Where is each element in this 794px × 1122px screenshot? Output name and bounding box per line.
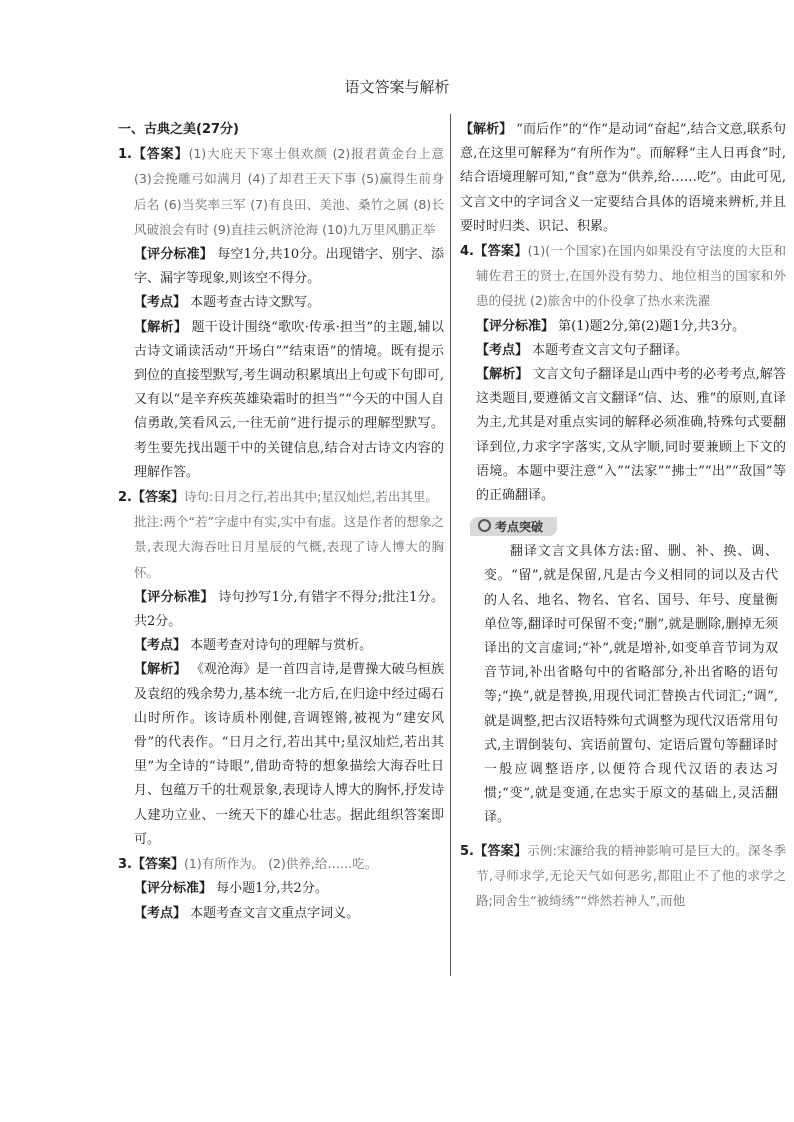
answer-text: (1)大庇天下寒士俱欢颜 (2)报君黄金台上意 (3)会挽雕弓如满月 (4)了却君王天下事 (5)赢得生前身后名 (6)当奖率三军 (7)有良田、美池、桑竹之属 (8)长风破浪会有时 (9)直挂云帆济沧海 (10)九万里风鹏正举 [134, 146, 444, 237]
analysis-text: 题干设计围绕“歌吹·传承·担当”的主题,辅以古诗文诵读活动“开场白”“结束语”的情境。既有提示到位的直接型默写,考生调动积累填出上句或下句即可,又有以“是辛弃疾英雄染霜时的担当”“今天的中国人自信勇敢,笑看风云,一往无前”进行提示的理解型默写。考生要先找出题干中的关键信息,结合对古诗文内容的理解作答。 [134, 319, 444, 480]
score-text: 每空1分,共10分。出现错字、别字、添字、漏字等现象,则该空不得分。 [134, 247, 444, 287]
score-tag: 【评分标准】 [134, 589, 214, 605]
answer-tag: 【答案】 [473, 244, 528, 260]
score-text: 第(1)题2分,第(2)题1分,共3分。 [558, 318, 746, 334]
question-number: 5. [460, 843, 474, 859]
column-divider [450, 114, 451, 976]
point-text: 本题考查文言文重点字词义。 [190, 905, 360, 921]
annotation-text: 批注:两个“若”字虚中有实,实中有虚。这是作者的想象之景,表现大海吞吐日月星辰的气概,表现了诗人博大的胸怀。 [134, 514, 444, 580]
answer-text: (1)(一个国家)在国内如果没有守法度的大臣和辅佐君王的贤士,在国外没有势力、地位相当的国家和外患的侵扰 (2)旅舍中的仆役拿了热水来洗濯 [476, 243, 786, 309]
answer-text: 示例:宋濂给我的精神影响可是巨大的。深冬季节,寻师求学,无论天气如何恶劣,都阻止不了他的求学之路;同舍生“被绮绣”“烨然若神人”,而他 [476, 842, 786, 909]
point-tag: 【考点】 [134, 638, 187, 654]
question-3 [118, 852, 444, 926]
question-4 [460, 239, 786, 508]
question-5 [460, 839, 786, 915]
analysis-text: 《观沧海》是一首四言诗,是曹操大破乌桓族及袁绍的残余势力,基本统一北方后,在归途中经过碣石山时所作。该诗质朴刚健,音调铿锵,被视为“建安风骨”的代表作。“日月之行,若出其中;星汉灿烂,若出其里”为全诗的“诗眼”,借助奇特的想象描绘大海吞吐日月、包蕴万千的壮观景象,表现诗人博大的胸怀,抒发诗人建功立业、一统天下的雄心壮志。据此组织答案即可。 [134, 662, 444, 847]
section-heading: 一、古典之美(27分) [118, 122, 239, 137]
key-point-text: 翻译文言文具体方法:留、删、补、换、调、变。“留”,就是保留,凡是古今义相同的词以及古代的人名、地名、物名、官名、国号、年号、度量衡单位等,翻译时可保留不变;“删”,就是删除,删掉无须译出的文言虚词;“补”,就是增补,如变单音节词为双音节词,补出省略句中的省略部分,补出省略的语句等;“换”,就是替换,用现代词汇替换古代词汇;“调”,就是调整,把古汉语特殊句式调整为现代汉语常用句式,主谓倒装句、宾语前置句、定语后置句等翻译时一般应调整语序,以便符合现代汉语的表达习惯;“变”,就是变通,在忠实于原文的基础上,灵活翻译。 [484, 544, 778, 826]
point-text: 本题考查古诗文默写。 [190, 295, 321, 311]
score-text: 每小题1分,共2分。 [216, 881, 328, 897]
point-tag: 【考点】 [134, 905, 187, 921]
analysis-text: 文言文句子翻译是山西中考的必考考点,解答这类题目,要遵循文言文翻译“信、达、雅”的原则,直译为主,尤其是对重点实词的解释必须准确,特殊句式要翻译到位,力求字字落实,文从字顺,同时要兼顾上下文的语境。本题中要注意“入”“法家”“拂士”“出”“敌国”等的正确翻译。 [476, 367, 786, 504]
score-tag: 【评分标准】 [476, 318, 555, 334]
point-text: 本题考查对诗句的理解与赏析。 [190, 638, 373, 654]
question-number: 2. [118, 490, 132, 506]
score-tag: 【评分标准】 [134, 247, 213, 263]
answer-text: (1)有所作为。 (2)供养,给……吃。 [184, 856, 378, 872]
page-title: 语文答案与解析 [344, 78, 450, 96]
question-number: 1. [118, 147, 132, 163]
answer-tag: 【答案】 [473, 843, 528, 859]
answer-tag: 【答案】 [131, 490, 184, 506]
score-tag: 【评分标准】 [134, 881, 213, 897]
analysis-tag: 【解析】 [134, 319, 188, 335]
point-tag: 【考点】 [134, 295, 187, 311]
analysis-tag: 【解析】 [476, 367, 529, 383]
question-3-continued [460, 118, 786, 239]
answer-tag: 【答案】 [131, 857, 184, 873]
point-tag: 【考点】 [476, 342, 529, 358]
answer-text: 诗句:日月之行,若出其中;星汉灿烂,若出其里。 [184, 489, 438, 505]
question-1 [118, 142, 444, 485]
score-text: 诗句抄写1分,有错字不得分;批注1分。共2分。 [134, 589, 444, 630]
left-column [118, 118, 444, 926]
key-point-box [470, 516, 786, 830]
question-number: 4. [460, 244, 474, 260]
answer-tag: 【答案】 [131, 147, 189, 163]
analysis-tag: 【解析】 [460, 122, 513, 137]
target-icon [478, 519, 491, 532]
right-column [460, 118, 786, 914]
analysis-tag: 【解析】 [134, 662, 187, 678]
key-point-badge-label: 考点突破 [495, 520, 544, 535]
analysis-text: “而后作”的“作”是动词“奋起”,结合文意,联系句意,在这里可解释为“有所作为”。而解释“主人日再食”时,结合语境理解可知,“食”意为“供养,给……吃”。由此可见,文言文中的字词含义一定要结合具体的语境来辨析,并且要时时归类、识记、积累。 [460, 122, 786, 234]
question-number: 3. [118, 857, 132, 873]
point-text: 本题考查文言文句子翻译。 [532, 342, 689, 358]
question-2 [118, 485, 444, 852]
key-point-badge [470, 517, 557, 536]
